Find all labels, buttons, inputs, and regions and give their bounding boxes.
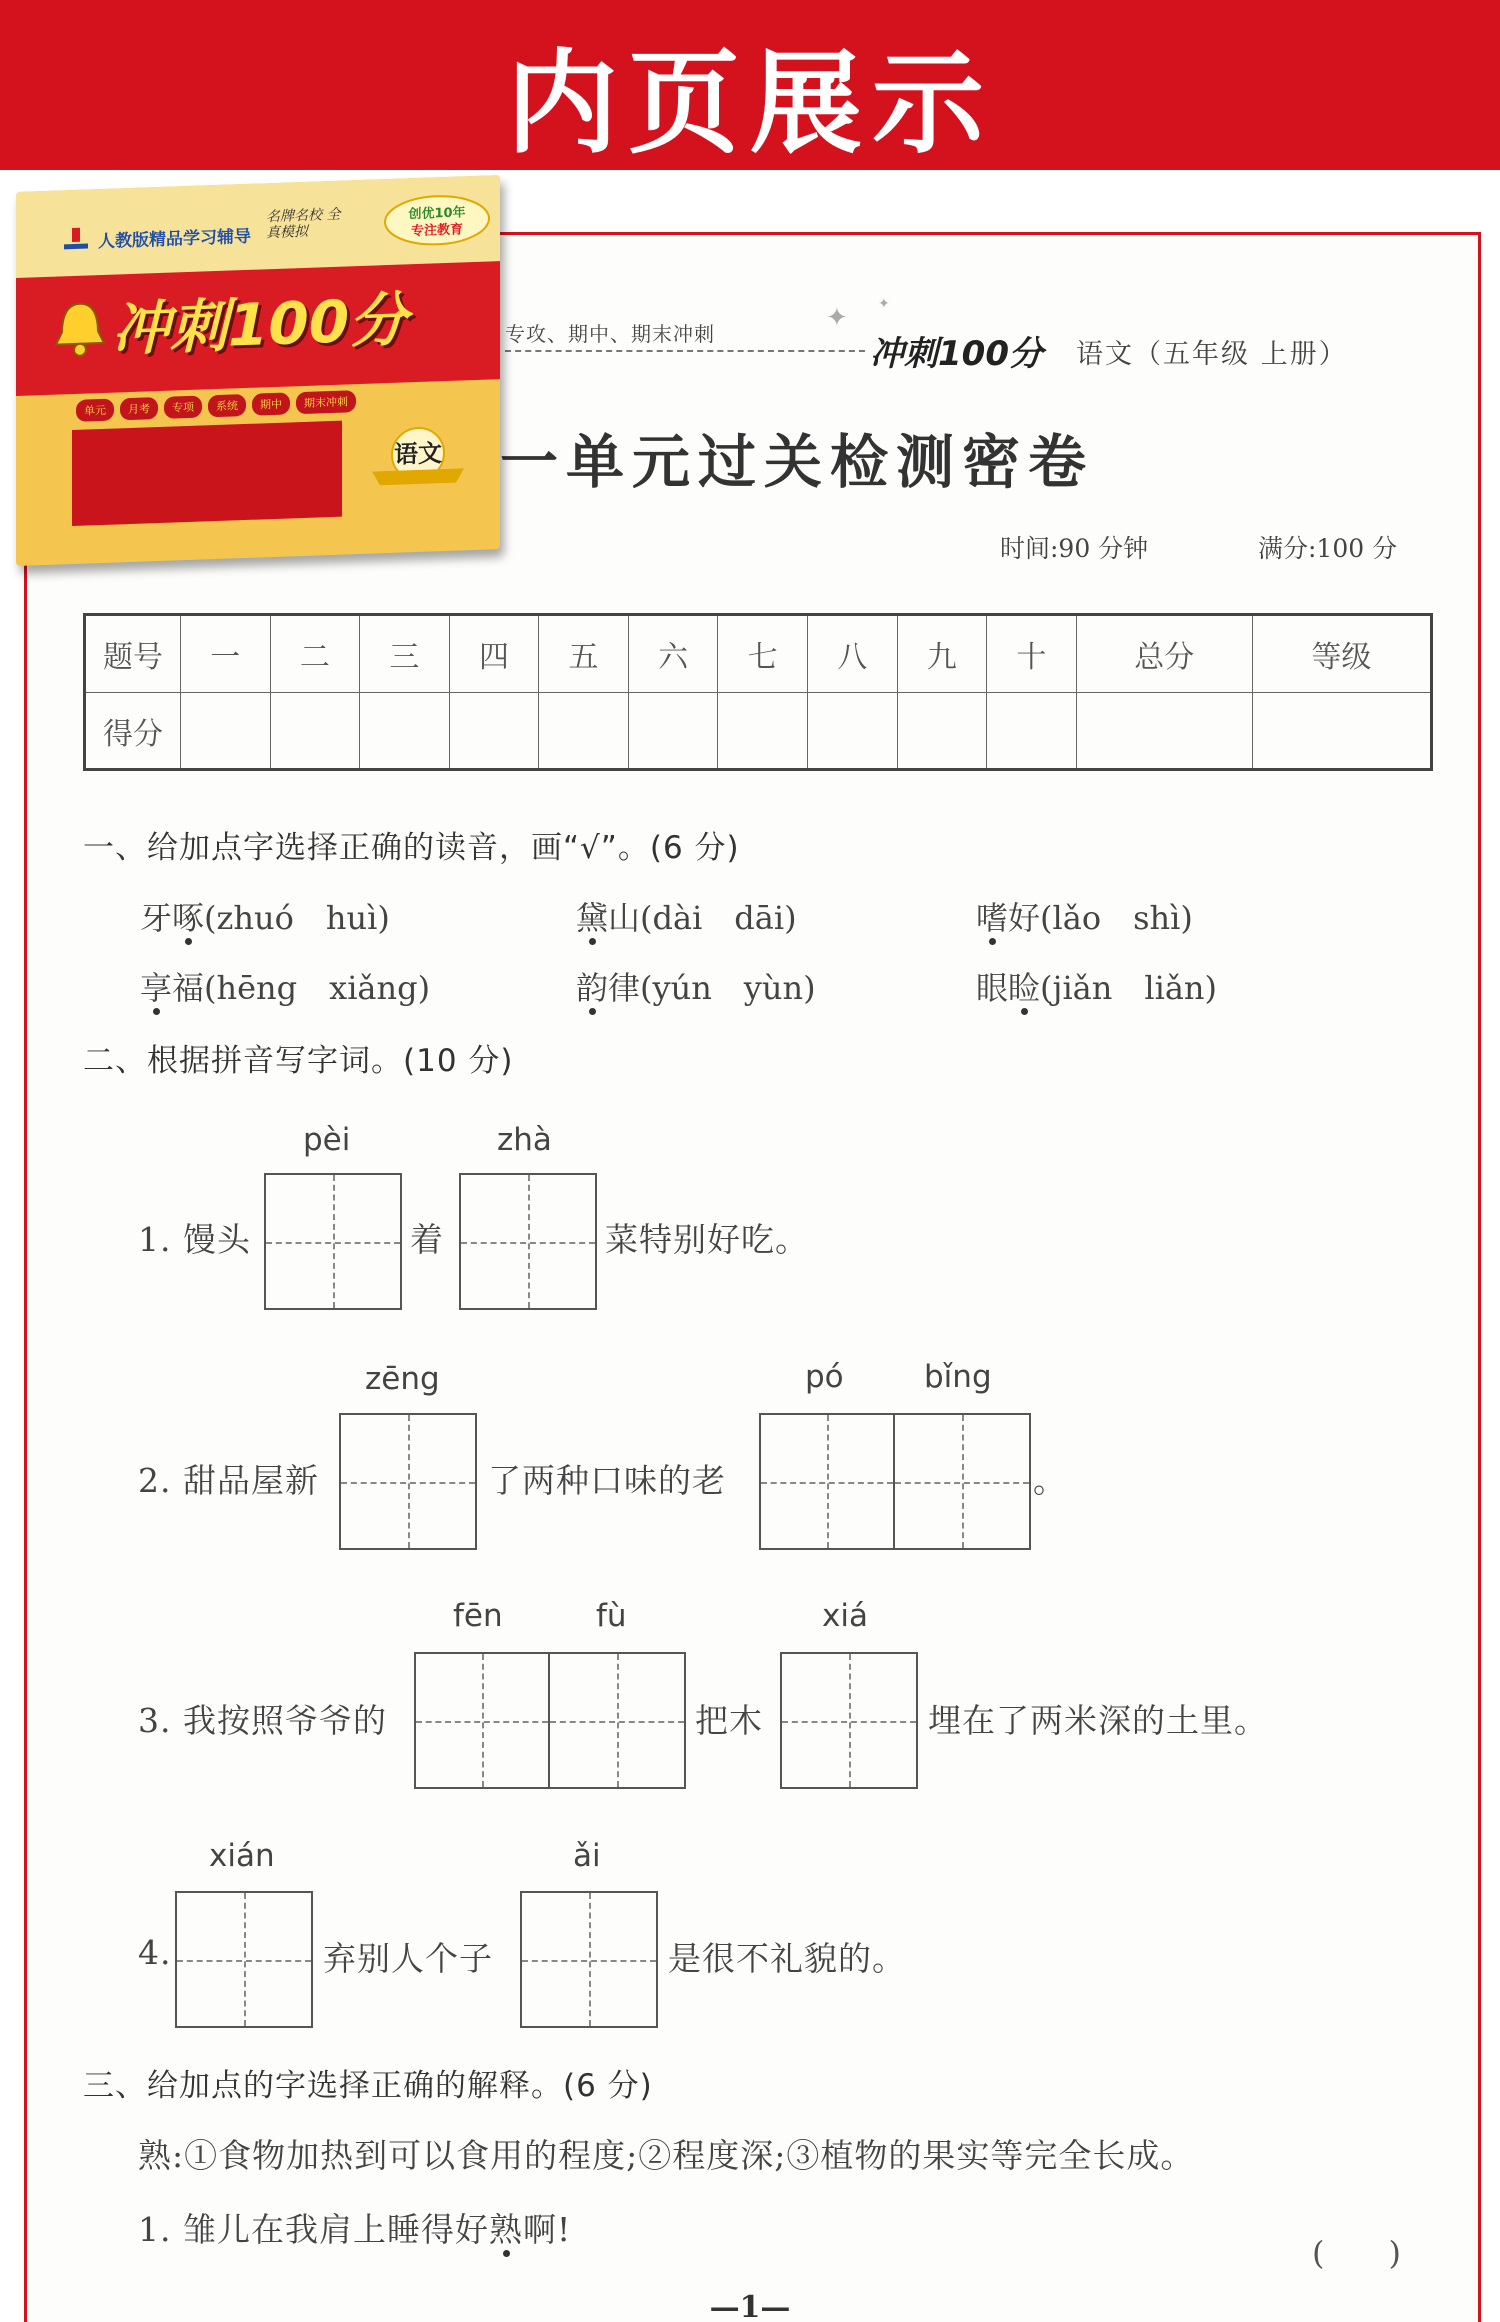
header-divider — [505, 350, 865, 352]
table-cell: 六 — [628, 615, 718, 693]
question-text: 1. 雏儿在我肩上睡得好熟啊! — [138, 2210, 572, 2249]
pronunciation-item: 眼睑(jiǎn liǎn) — [976, 969, 1218, 1007]
writing-grid[interactable] — [264, 1173, 402, 1310]
pinyin: ǎi — [573, 1838, 601, 1874]
book-cover — [16, 175, 500, 566]
answer-blank[interactable]: ( ) — [1312, 2234, 1401, 2272]
table-cell: 总分 — [1076, 615, 1252, 693]
score-cell[interactable] — [449, 693, 539, 770]
cover-tag: 系统 — [208, 394, 246, 417]
score-cell[interactable] — [1252, 693, 1431, 770]
pinyin: pó — [805, 1359, 844, 1395]
writing-grid[interactable] — [759, 1413, 1031, 1550]
table-cell: 十 — [987, 615, 1077, 693]
sparkle-icon: ✦ — [826, 303, 848, 333]
table-cell: 九 — [897, 615, 987, 693]
score-cell[interactable] — [718, 693, 808, 770]
table-cell: 四 — [449, 615, 539, 693]
question-text: 埋在了两米深的土里。 — [928, 1701, 1268, 1740]
cover-tag: 专项 — [164, 396, 202, 419]
badge-text-2: 专注教育 — [411, 222, 463, 240]
pinyin: xiá — [822, 1598, 868, 1634]
pronunciation-item: 享福(hēng xiǎng) — [140, 969, 431, 1007]
cover-contents-panel — [72, 421, 342, 526]
pronunciation-item: 黛山(dài dāi) — [576, 899, 797, 937]
question-text: 1. 馒头 — [138, 1220, 251, 1259]
cover-subject: 语文 — [394, 439, 442, 469]
section3-title: 三、给加点的字选择正确的解释。(6 分) — [83, 2068, 653, 2104]
table-cell: 题号 — [85, 615, 181, 693]
score-cell[interactable] — [360, 693, 450, 770]
question-text: 菜特别好吃。 — [605, 1220, 809, 1259]
pinyin: xián — [209, 1838, 275, 1874]
question-text: 了两种口味的老 — [488, 1461, 726, 1500]
sparkle-small-icon: ✦ — [878, 296, 890, 312]
publisher-logo-icon — [60, 225, 92, 252]
header-brand: 冲刺100分 — [870, 334, 1043, 374]
table-cell: 八 — [807, 615, 897, 693]
header-left-text: 专攻、期中、期末冲刺 — [505, 322, 715, 346]
pinyin: zhà — [497, 1122, 552, 1158]
full-score: 满分:100 分 — [1258, 534, 1398, 563]
score-cell[interactable] — [628, 693, 718, 770]
question-text: 弃别人个子 — [323, 1939, 493, 1978]
question-text: 。 — [1033, 1461, 1067, 1500]
banner — [0, 0, 1500, 170]
cover-tag: 单元 — [76, 399, 114, 422]
question-text: 3. 我按照爷爷的 — [138, 1701, 387, 1740]
exam-time: 时间:90 分钟 — [1000, 534, 1149, 563]
badge-text-1: 创优10年 — [408, 205, 466, 223]
pinyin: pèi — [303, 1122, 351, 1158]
table-cell: 一 — [181, 615, 271, 693]
header-subject: 语文（五年级 上册） — [1076, 339, 1348, 370]
banner-title: 内页展示 — [506, 39, 994, 169]
pronunciation-item: 牙啄(zhuó huì) — [140, 899, 390, 937]
table-cell: 二 — [270, 615, 360, 693]
table-cell: 七 — [718, 615, 808, 693]
paper-title: 一单元过关检测密卷 — [500, 428, 1095, 496]
pinyin: fēn — [453, 1598, 503, 1634]
writing-grid[interactable] — [414, 1652, 686, 1789]
score-cell[interactable] — [181, 693, 271, 770]
table-cell: 得分 — [85, 693, 181, 770]
score-table-header-row — [85, 615, 1432, 693]
score-cell[interactable] — [270, 693, 360, 770]
bell-icon — [48, 297, 112, 363]
cover-title: 冲刺100分 — [112, 285, 408, 364]
pronunciation-item: 嗜好(lǎo shì) — [976, 899, 1193, 937]
question-text: 着 — [410, 1220, 444, 1259]
table-cell: 等级 — [1252, 615, 1431, 693]
cover-tag: 期中 — [252, 392, 290, 415]
score-cell[interactable] — [539, 693, 629, 770]
score-cell[interactable] — [807, 693, 897, 770]
score-table — [83, 613, 1433, 771]
table-cell: 五 — [539, 615, 629, 693]
cover-publisher: 人教版精品学习辅导 — [98, 226, 251, 253]
cover-tag: 月考 — [120, 397, 158, 420]
writing-grid[interactable] — [459, 1173, 597, 1310]
question-text: 4. — [138, 1933, 172, 1972]
definition-text: 熟:①食物加热到可以食用的程度;②程度深;③植物的果实等完全长成。 — [138, 2136, 1195, 2175]
pronunciation-item: 韵律(yún yùn) — [576, 969, 816, 1007]
page-number: —1— — [709, 2290, 791, 2322]
pinyin: zēng — [365, 1361, 440, 1397]
cover-tag: 期末冲刺 — [296, 390, 356, 414]
question-text: 2. 甜品屋新 — [138, 1461, 319, 1500]
writing-grid[interactable] — [520, 1891, 658, 2028]
cover-tags — [76, 390, 356, 422]
anniversary-badge-icon — [382, 191, 492, 249]
section2-title: 二、根据拼音写字词。(10 分) — [83, 1043, 514, 1079]
question-text: 把木 — [695, 1701, 763, 1740]
writing-grid[interactable] — [175, 1891, 313, 2028]
score-table-score-row — [85, 693, 1432, 770]
writing-grid[interactable] — [339, 1413, 477, 1550]
pinyin: bǐng — [924, 1359, 992, 1395]
cover-slogan: 名牌名校 全真模拟 — [266, 206, 341, 242]
score-cell[interactable] — [987, 693, 1077, 770]
writing-grid[interactable] — [780, 1652, 918, 1789]
table-cell: 三 — [360, 615, 450, 693]
pinyin: fù — [596, 1598, 627, 1634]
score-cell[interactable] — [1076, 693, 1252, 770]
score-cell[interactable] — [897, 693, 987, 770]
question-text: 是很不礼貌的。 — [668, 1939, 906, 1978]
section1-title: 一、给加点字选择正确的读音，画“√”。(6 分) — [83, 830, 740, 866]
